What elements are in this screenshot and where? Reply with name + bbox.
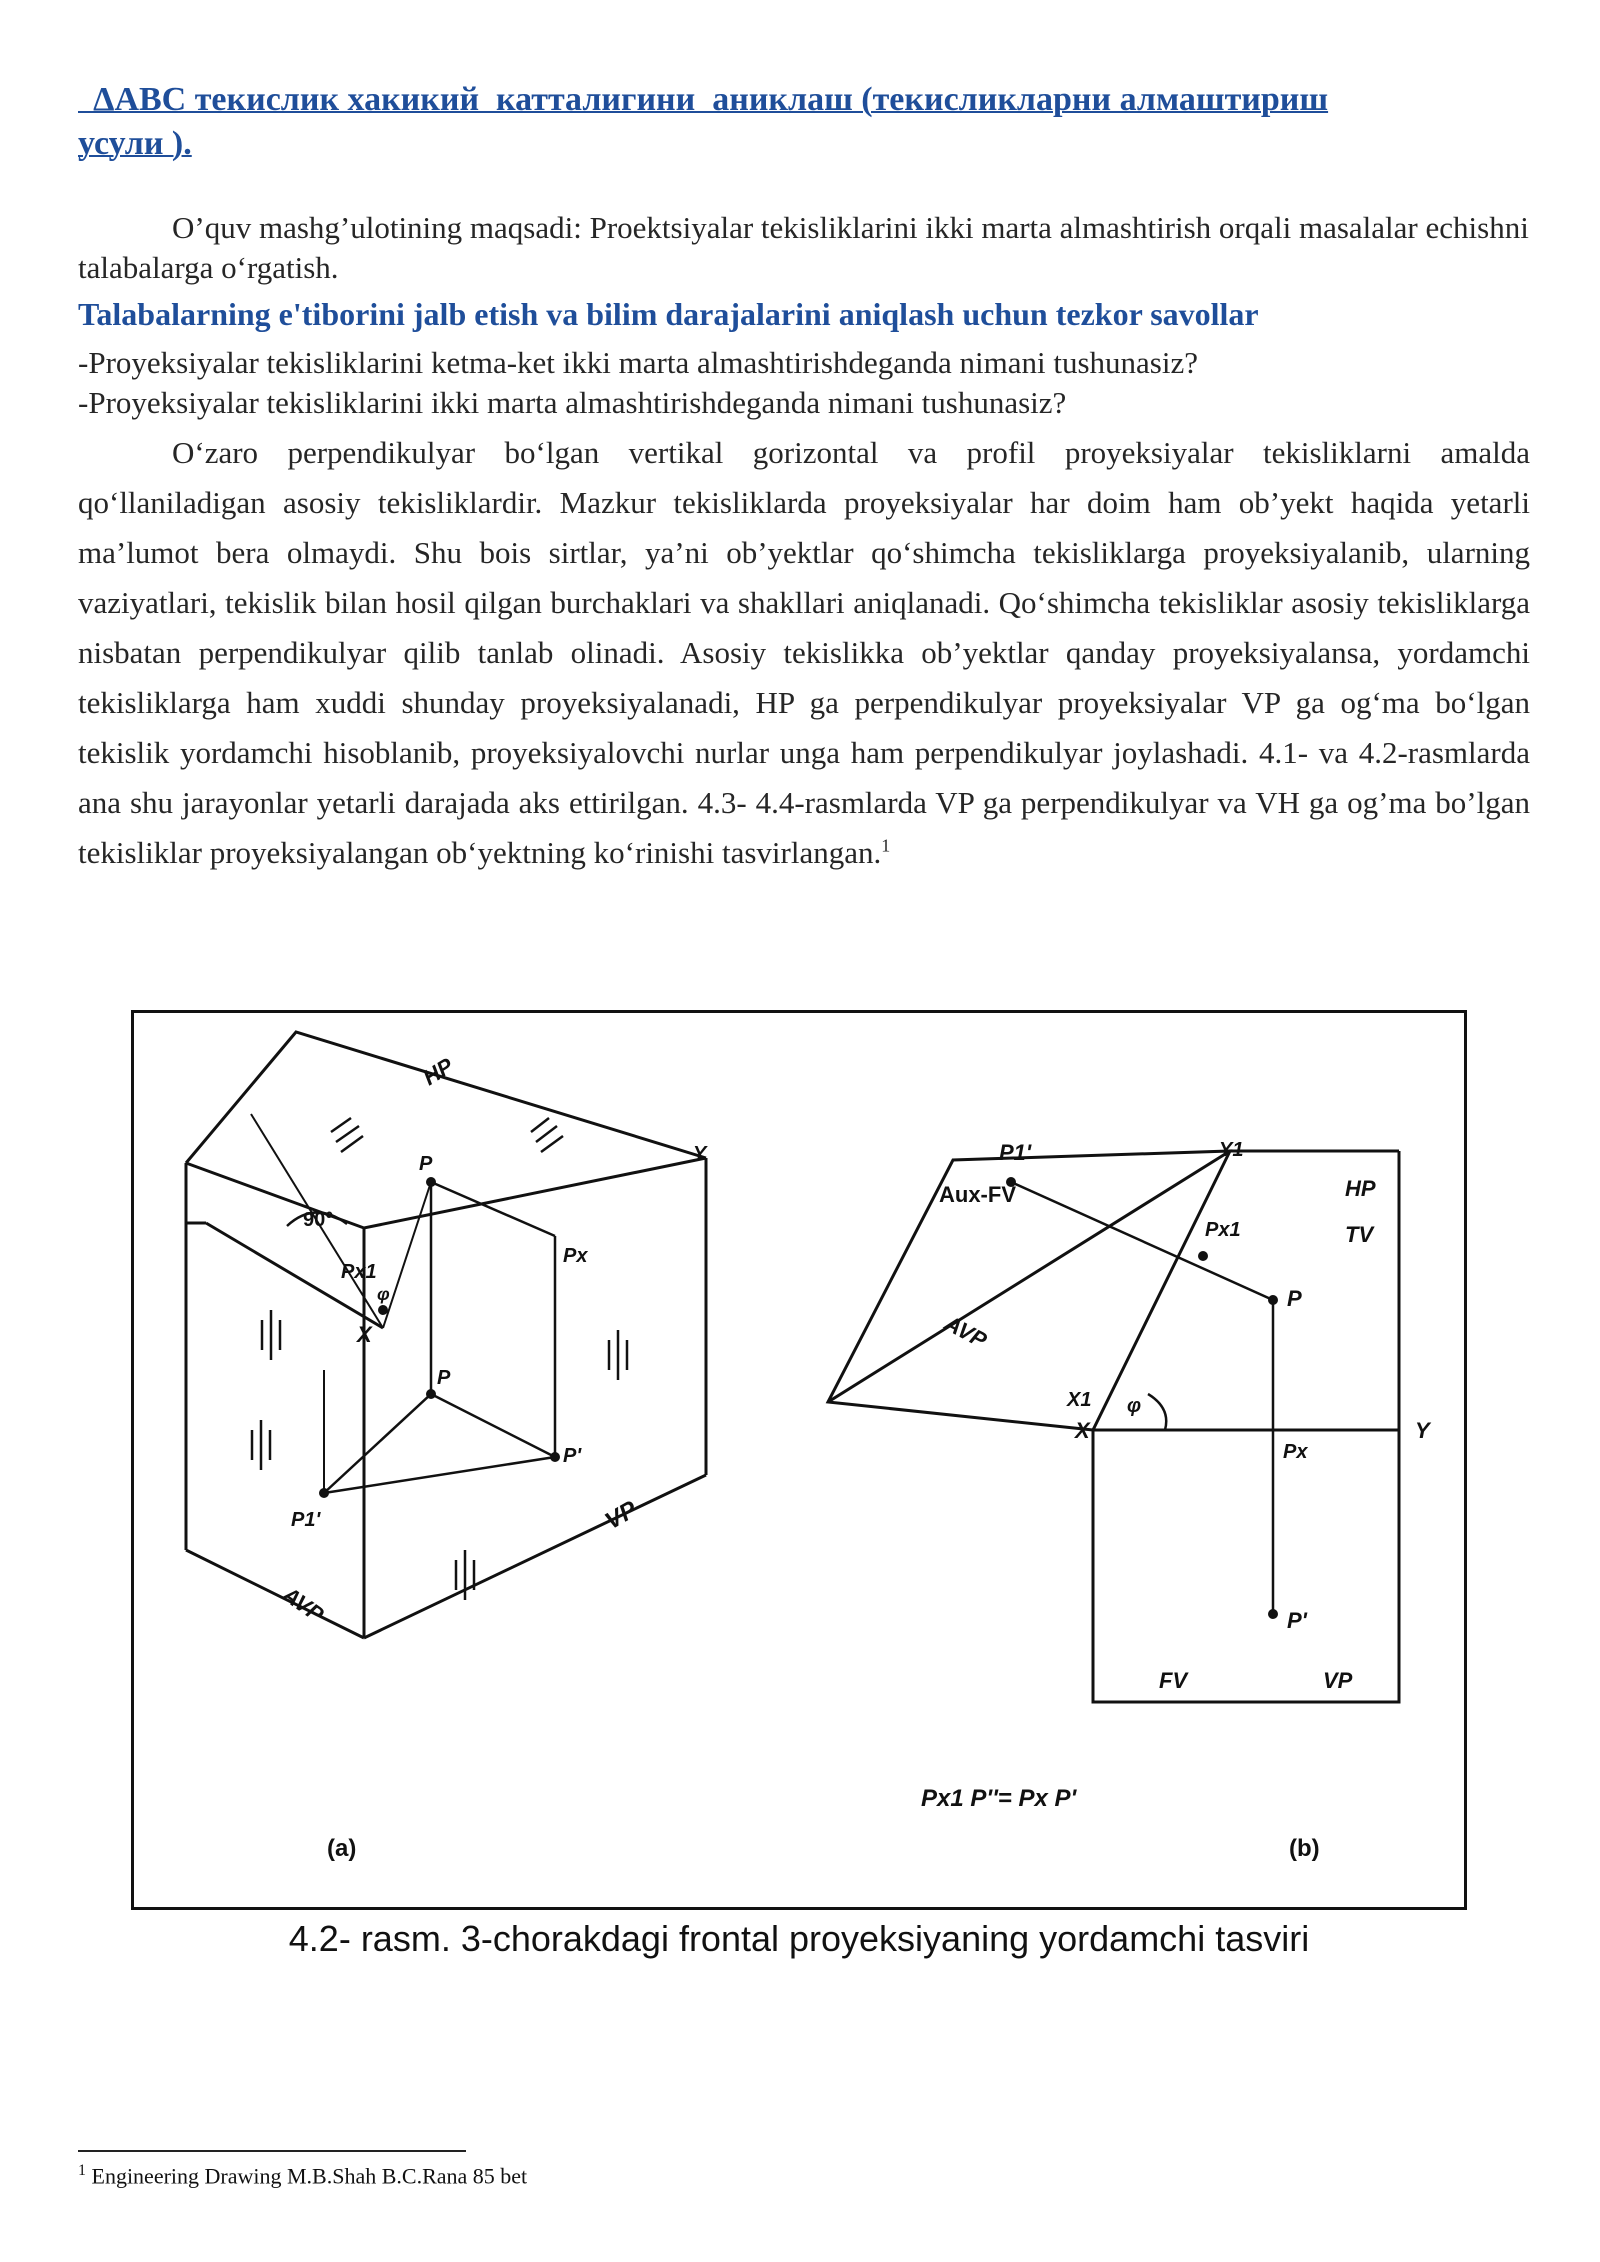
label-a-avp: AVP: [278, 1581, 329, 1628]
label-b-y1: Y1: [1219, 1139, 1244, 1161]
label-b-px1: Px1: [1205, 1219, 1241, 1241]
label-b-x1: X1: [1067, 1389, 1092, 1411]
label-a-px1: Px1: [341, 1261, 377, 1283]
label-a-hp: HP: [418, 1052, 458, 1091]
label-a-vp: VP: [600, 1495, 642, 1536]
label-b-vp: VP: [1323, 1668, 1353, 1693]
label-b-phi: φ: [1127, 1395, 1142, 1417]
label-a-x: X: [357, 1322, 372, 1347]
label-a-px: Px: [563, 1245, 588, 1267]
label-a-caption: (a): [327, 1835, 357, 1862]
label-b-p-dash: P': [1287, 1608, 1307, 1633]
label-b-px: Px: [1283, 1441, 1308, 1463]
label-a-p1: P1': [291, 1509, 321, 1531]
label-b-y: Y: [1415, 1418, 1430, 1443]
footnote-text: Engineering Drawing M.B.Shah B.C.Rana 85 bet: [91, 2163, 528, 2189]
label-a-angle: 90°: [303, 1209, 334, 1231]
label-a-p-top: P: [419, 1153, 433, 1175]
question-2: -Proyeksiyalar tekisliklarini ikki marta almashtirishdeganda nimani tushunasiz?: [78, 385, 1067, 420]
point-b-p: [1268, 1295, 1278, 1305]
point-p-top: [426, 1177, 436, 1187]
label-b-formula: Px1 P''= Px P': [921, 1785, 1077, 1812]
figure-4-2: [131, 1010, 1467, 1910]
title-line-2: усули ).: [78, 125, 192, 162]
label-b-aux-fv: Aux-FV: [939, 1182, 1016, 1207]
footnote-separator: [78, 2150, 466, 2152]
label-b-tv: TV: [1345, 1222, 1374, 1247]
footnote-reference: 1: [881, 835, 891, 856]
questions-heading: Talabalarning e'tiborini jalb etish va bilim darajalarini aniqlash uchun tezkor savollar: [78, 296, 1259, 332]
point-b-px1: [1198, 1251, 1208, 1261]
title-line-1: ΔABC текислик хакикий катталигини аниклаш (текисликларни алмаштириш: [78, 81, 1329, 118]
point-p-dash: [550, 1452, 560, 1462]
point-p-mid: [426, 1389, 436, 1399]
body-text: O‘zaro perpendikulyar bo‘lgan vertikal gorizontal va profil proyeksiyalar tekisliklarni amalda qo‘llaniladigan asosiy tekisliklardir. Mazkur tekisliklarda proyeksiyalar har doim ham ob’yekt haqida yetarli ma’lumot bera olmaydi. Shu bois sirtlar, ya’ni ob’yektlar qo‘shimcha tekisliklarga proyeksiyalanib, ularning vaziyatlari, tekislik bilan hosil qilgan burchaklari va shakllari aniqlanadi. Qo‘shimcha tekisliklar asosiy tekisliklarga nisbatan perpendikulyar qilib tanlab olinadi. Asosiy tekislikka ob’yektlar qanday proyeksiyalansa, yordamchi tekisliklarga ham xuddi shunday proyeksiyalanadi, HP ga perpendikulyar proyeksiyalar VP ga og‘ma bo‘lgan tekislik yordamchi hisoblanib, proyeksiyalovchi nurlar unga ham perpendikulyar joylashadi. 4.1- va 4.2-rasmlarda ana shu jarayonlar yetarli darajada aks ettirilgan. 4.3- 4.4-rasmlarda VP ga perpendikulyar va VH ga og’ma bo’lgan tekisliklar proyeksiyalangan ob‘yektning ko‘rinishi tasvirlangan.: [78, 435, 1530, 870]
body-paragraph: [78, 428, 1530, 878]
point-px1: [378, 1305, 388, 1315]
page-title: [78, 78, 1538, 166]
question-1: -Proyeksiyalar tekisliklarini ketma-ket ikki marta almashtirishdeganda nimani tushunasiz?: [78, 345, 1198, 380]
label-b-caption: (b): [1289, 1835, 1320, 1862]
footnote-number: 1: [78, 2162, 86, 2179]
figure-caption: 4.2- rasm. 3-chorakdagi frontal proyeksiyaning yordamchi tasviri: [288, 1918, 1310, 1959]
label-b-avp: AVP: [940, 1310, 991, 1353]
label-a-y: Y: [693, 1143, 707, 1165]
footnote: [78, 2162, 527, 2189]
label-a-p-mid: P: [437, 1367, 451, 1389]
label-b-p1: P1': [999, 1140, 1032, 1165]
label-b-x: X: [1075, 1418, 1090, 1443]
lesson-goal: O’quv mashg’ulotining maqsadi: Proektsiyalar tekisliklarini ikki marta almashtirish orqali masalalar echishni talabalarga o‘rgatish.: [78, 210, 1529, 285]
label-b-hp: HP: [1345, 1176, 1376, 1201]
label-a-phi: φ: [377, 1284, 390, 1304]
label-b-p: P: [1287, 1286, 1302, 1311]
figure-frame: [133, 1012, 1466, 1909]
point-b-p-dash: [1268, 1609, 1278, 1619]
label-b-fv: FV: [1159, 1668, 1188, 1693]
figure-drawing: [131, 1010, 1467, 1910]
label-a-p-dash: P': [563, 1445, 582, 1467]
point-p1: [319, 1488, 329, 1498]
